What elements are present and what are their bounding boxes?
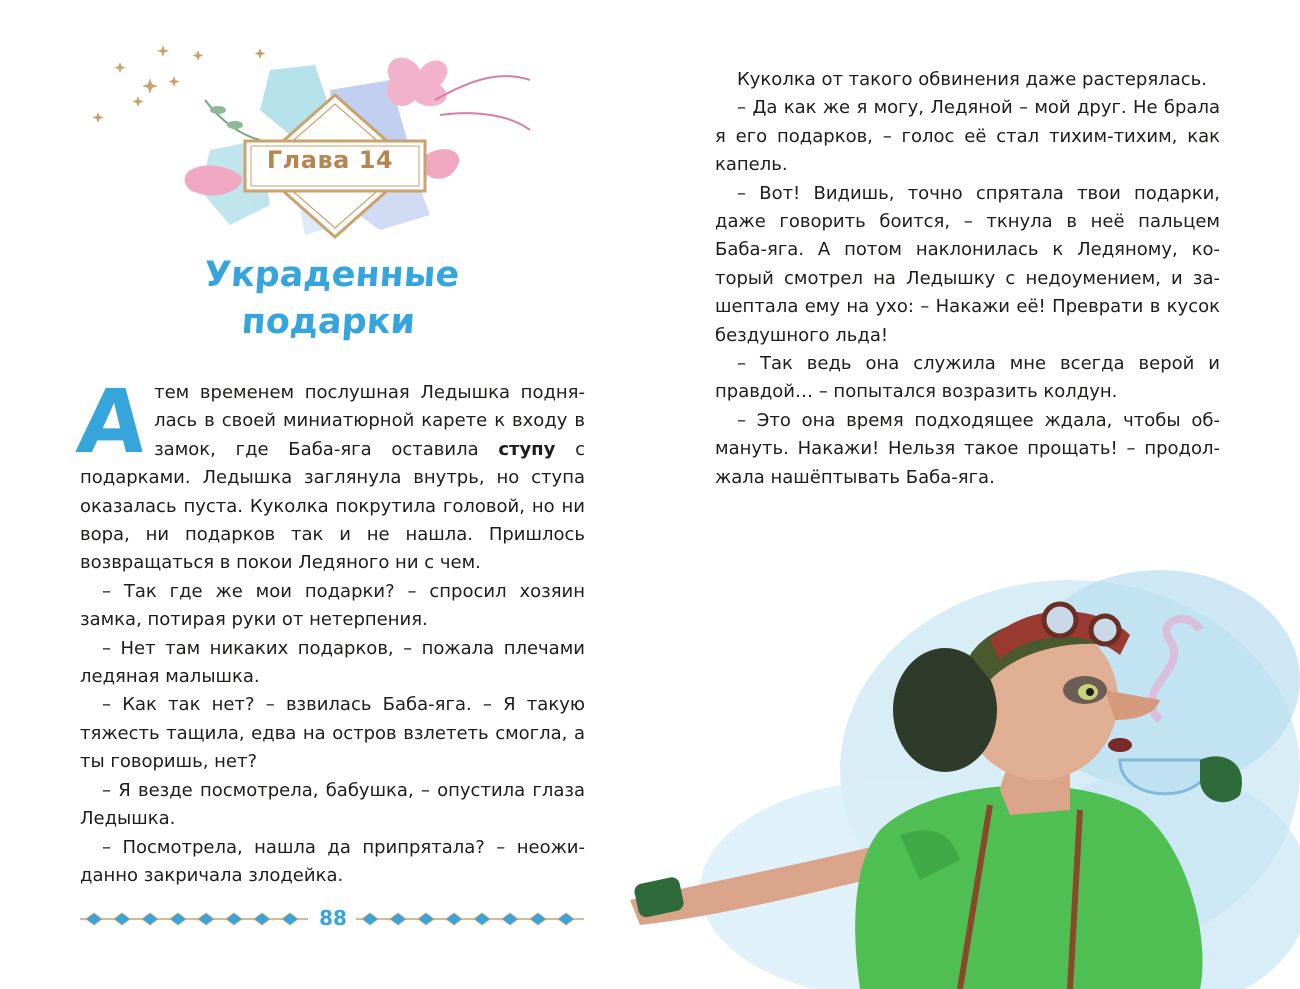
chapter-title-line: подарки xyxy=(240,302,417,342)
left-body-text xyxy=(72,370,585,890)
ornament-icon xyxy=(356,912,584,926)
chapter-title-line: Украденные xyxy=(202,255,461,295)
page-footer xyxy=(80,904,585,934)
paragraph-text: тем временем послушная Ледышка поднялась в своей миниатюрной карете к входу в замок, где Баба-яга оставила xyxy=(154,382,585,460)
page-number: 88 xyxy=(319,906,347,930)
chapter-label: Глава 14 xyxy=(266,146,394,174)
sparkle-icon xyxy=(93,45,266,123)
chapter-title xyxy=(127,252,534,346)
ornament-icon xyxy=(80,912,308,926)
right-page xyxy=(650,0,1300,989)
chapter-header-art xyxy=(90,40,550,240)
paragraph: – Я везде посмотрела, бабушка, – опустила глаза Ледышка. xyxy=(80,779,585,830)
paragraph: – Посмотрела, нашла да припрятала? – неожиданно закричала злодейка. xyxy=(80,836,585,886)
paragraph: – Так ведь она служила мне всегда верой и правдой… – попытался возразить колдун. xyxy=(715,353,1220,403)
paragraph xyxy=(72,370,585,578)
right-body-text xyxy=(715,66,1220,492)
drop-cap: А xyxy=(72,370,152,473)
paragraph: – Это она время подходящее ждала, чтобы обмануть. Накажи! Нельзя такое прощать! – продолжала нашёптывать Баба-яга. xyxy=(715,409,1220,488)
paragraph-text: с подарками. Ледышка заглянула внутрь, но ступа оказалась пуста. Куколка покрутила головой, но ни вора, ни подарков так и не нашла. Пришлось возвращаться в покои Ледяного ни с чем. xyxy=(80,438,585,574)
paragraph: – Нет там никаких подарков, – пожала плечами ледяная малышка. xyxy=(80,637,585,688)
paragraph: Куколка от такого обвинения даже растерялась. xyxy=(737,69,1207,90)
paragraph: – Да как же я могу, Ледяной – мой друг. Не брала я его подарков, – голос её стал тихим-тихим, как капель. xyxy=(715,97,1220,176)
bold-word: ступу xyxy=(498,438,556,460)
paragraph: – Как так нет? – взвилась Баба-яга. – Я такую тяжесть тащила, едва на остров взлететь смогла, а ты говоришь, нет? xyxy=(80,694,585,773)
character-illustration xyxy=(600,560,1300,989)
paragraph: – Вот! Видишь, точно спрятала твои подарки, даже говорить боится, – ткнула в неё пальцем Баба-яга. А потом наклонилась к Ледяному, который смотрел на Ледышку с недоумением, и зашептала ему на ухо: – Накажи её! Преврати в кусок бездушного льда! xyxy=(715,182,1220,346)
paragraph: – Так где же мои подарки? – спросил хозяин замка, потирая руки от нетерпения. xyxy=(80,580,585,631)
